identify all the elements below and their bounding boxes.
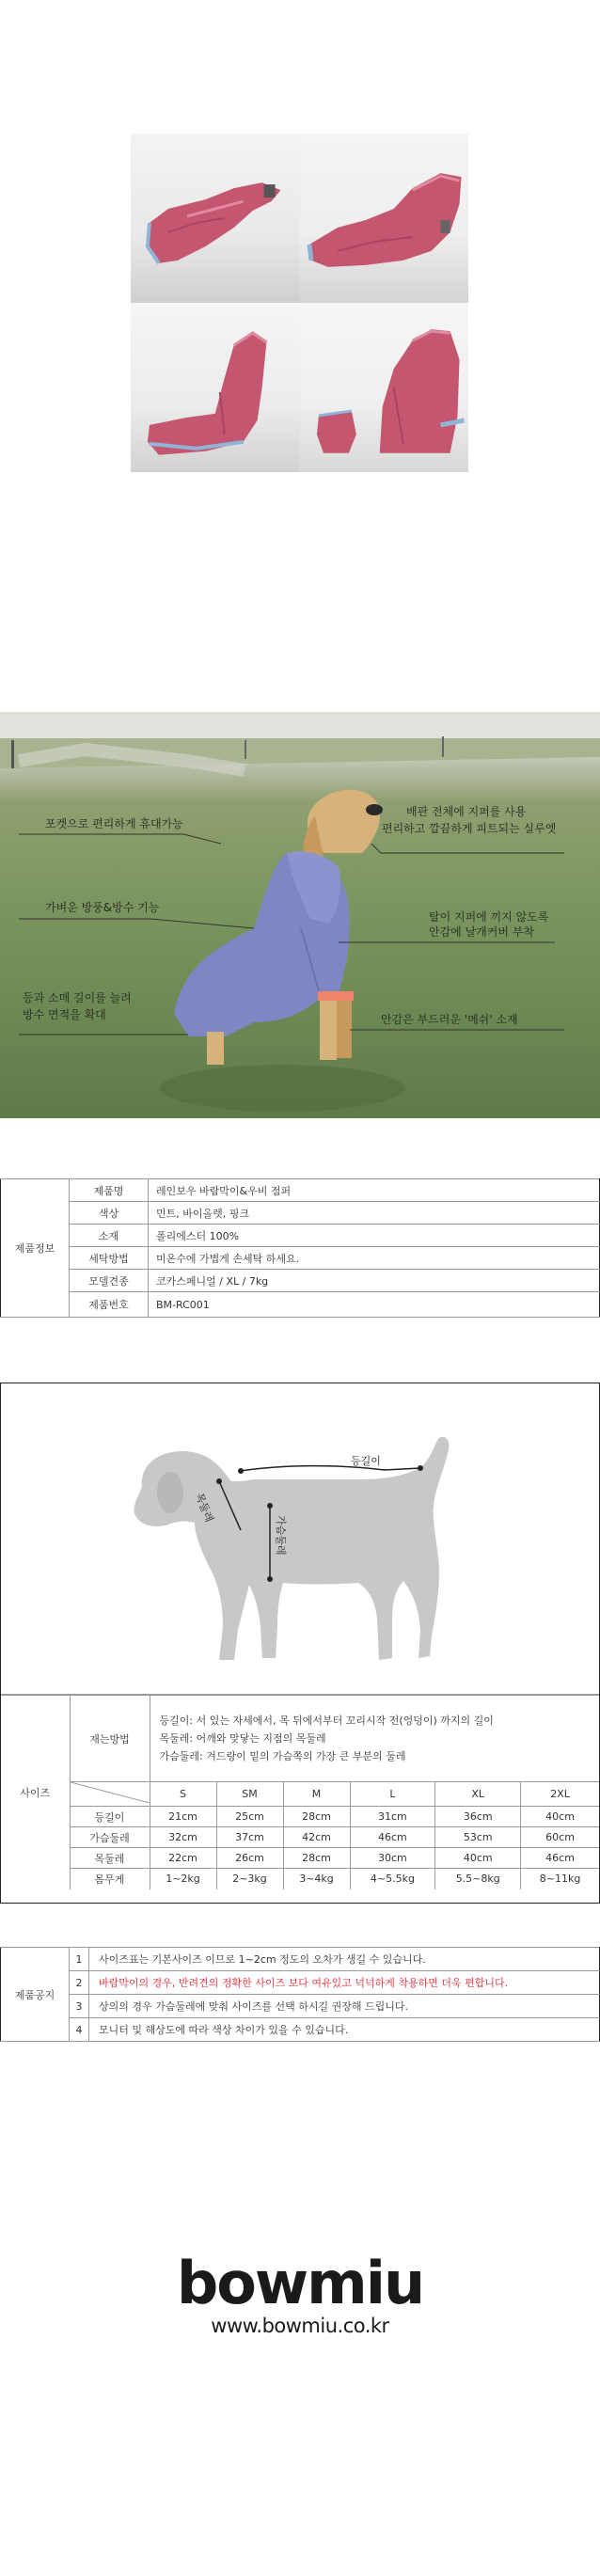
- callout-front-zipper-line1: 배판 전체에 지퍼를 사용: [406, 805, 527, 818]
- measure-method-text: [150, 1696, 599, 1782]
- material-label: 소재: [70, 1225, 149, 1247]
- table-cell: 31cm: [350, 1807, 435, 1827]
- table-cell: 21cm: [150, 1807, 216, 1827]
- product-name-label: 제품명: [70, 1179, 149, 1202]
- table-cell: 60cm: [521, 1827, 599, 1848]
- product-code-value: BM-RC001: [149, 1292, 600, 1318]
- dog-silhouette: [1, 1383, 599, 1695]
- product-photo-folded-2: [300, 134, 469, 303]
- neck-label: 목둘레: [193, 1491, 216, 1525]
- color-value: 민트, 바이올렛, 핑크: [149, 1202, 600, 1225]
- callout-pocket: 포켓으로 편리하게 휴대가능: [45, 817, 183, 830]
- table-row: [1, 1696, 599, 1782]
- callout-cover-line1: 탈이 지퍼에 끼지 않도록: [429, 910, 549, 924]
- table-cell: 25cm: [216, 1807, 283, 1827]
- callout-lightweight: 가벼운 방풍&방수 기능: [45, 901, 160, 914]
- callout-length-line2: 방수 면적을 확대: [23, 1008, 106, 1021]
- product-photo-folded-4: [300, 303, 469, 472]
- size-header: L: [350, 1782, 435, 1807]
- raincoat-pink-image: [131, 134, 300, 303]
- raincoat-pink-image: [300, 303, 469, 472]
- table-row: [1, 1292, 600, 1318]
- table-row: [1, 1848, 599, 1869]
- washing-label: 세탁방법: [70, 1247, 149, 1270]
- material-value: 폴리에스터 100%: [149, 1225, 600, 1247]
- table-cell: 30cm: [350, 1848, 435, 1869]
- callout-cover-line2: 안감에 날개커버 부착: [429, 925, 534, 939]
- diagonal-divider: [71, 1782, 150, 1803]
- size-header-row: [1, 1782, 599, 1807]
- table-row: [1, 1179, 600, 1202]
- table-cell: 40cm: [435, 1848, 521, 1869]
- table-cell: 36cm: [435, 1807, 521, 1827]
- chest-row-label: 가슴둘레: [70, 1827, 150, 1848]
- callout-length-line1: 등과 소매 길이를 늘려: [23, 991, 132, 1004]
- size-section-label: 사이즈: [1, 1696, 70, 1889]
- table-cell: 4~5.5kg: [350, 1869, 435, 1889]
- table-cell: 22cm: [150, 1848, 216, 1869]
- table-cell: 37cm: [216, 1827, 283, 1848]
- product-photo-folded-3: [131, 303, 300, 472]
- table-cell: 5.5~8kg: [435, 1869, 521, 1889]
- table-cell: 26cm: [216, 1848, 283, 1869]
- chest-label: 가슴둘레: [275, 1515, 287, 1556]
- back-length-label: 등길이: [351, 1455, 381, 1467]
- callout-lining: 안감은 부드러운 '메쉬' 소재: [381, 1013, 518, 1026]
- brand-logo: [0, 2249, 600, 2337]
- product-name-value: 레인보우 바람막이&우비 점퍼: [149, 1179, 600, 1202]
- table-row: [1, 1827, 599, 1848]
- size-header: M: [283, 1782, 350, 1807]
- measure-method-line: 가슴둘레: 겨드랑이 밑의 가슴쪽의 가장 큰 부분의 둘레: [159, 1750, 406, 1762]
- table-cell: 42cm: [283, 1827, 350, 1848]
- size-header: SM: [216, 1782, 283, 1807]
- notice-number: 4: [70, 2018, 89, 2042]
- dog-measurement-diagram: [1, 1383, 599, 1695]
- product-info-table: [0, 1178, 600, 1318]
- table-cell: 46cm: [350, 1827, 435, 1848]
- table-row: [1, 1247, 600, 1270]
- notice-number: 3: [70, 1995, 89, 2018]
- notice-number: 2: [70, 1971, 89, 1995]
- model-breed-value: 코카스페니얼 / XL / 7kg: [149, 1270, 600, 1292]
- table-row: [1, 1225, 600, 1247]
- table-cell: 32cm: [150, 1827, 216, 1848]
- product-photo-folded-1: [131, 134, 300, 303]
- color-label: 색상: [70, 1202, 149, 1225]
- notice-text-highlight: 바람막이의 경우, 반려견의 정확한 사이즈 보다 여유있고 넉넉하게 착용하면 더욱 편합니다.: [89, 1971, 600, 1995]
- notice-text: 사이즈표는 기본사이즈 이므로 1~2cm 정도의 오차가 생길 수 있습니다.: [89, 1948, 600, 1971]
- table-row: [1, 1971, 600, 1995]
- measure-method-line: 등길이: 서 있는 자세에서, 목 뒤에서부터 꼬리시작 전(엉덩이) 까지의 길이: [159, 1715, 494, 1727]
- measure-method-line: 목둘레: 어깨와 맞닿는 지점의 목둘레: [159, 1732, 326, 1745]
- size-guide: [0, 1383, 600, 1904]
- washing-value: 미온수에 가볍게 손세탁 하세요.: [149, 1247, 600, 1270]
- table-row: [1, 1995, 600, 2018]
- back-length-row-label: 등길이: [70, 1807, 150, 1827]
- table-cell: 53cm: [435, 1827, 521, 1848]
- notice-text: 상의의 경우 가슴둘레에 맞춰 사이즈를 선택 하시길 권장해 드립니다.: [89, 1995, 600, 2018]
- table-row: [1, 1202, 600, 1225]
- measure-method-label: 재는방법: [70, 1696, 150, 1782]
- model-dog-photo: [0, 712, 600, 1118]
- size-header: S: [150, 1782, 216, 1807]
- raincoat-pink-image: [131, 303, 300, 472]
- model-breed-label: 모델견종: [70, 1270, 149, 1292]
- table-row: [1, 1270, 600, 1292]
- size-header: XL: [435, 1782, 521, 1807]
- table-row: [1, 1948, 600, 1971]
- product-notice-table: [0, 1947, 600, 2042]
- raincoat-pink-image: [300, 134, 469, 303]
- brand-url[interactable]: www.bowmiu.co.kr: [211, 2315, 389, 2337]
- table-row: [1, 1869, 599, 1889]
- neck-row-label: 목둘레: [70, 1848, 150, 1869]
- product-photo-grid: [131, 134, 468, 472]
- notice-number: 1: [70, 1948, 89, 1971]
- table-cell: 2~3kg: [216, 1869, 283, 1889]
- table-cell: 1~2kg: [150, 1869, 216, 1889]
- product-info-section-label: 제품정보: [1, 1179, 70, 1318]
- size-table: [1, 1695, 599, 1889]
- table-row: [1, 2018, 600, 2042]
- callout-front-zipper-line2: 편리하고 깔끔하게 피트되는 실루엣: [382, 822, 557, 835]
- size-header: 2XL: [521, 1782, 599, 1807]
- product-code-label: 제품번호: [70, 1292, 149, 1318]
- notice-section-label: 제품공지: [1, 1948, 70, 2042]
- table-row: [1, 1807, 599, 1827]
- table-cell: 46cm: [521, 1848, 599, 1869]
- table-cell: 28cm: [283, 1848, 350, 1869]
- size-header-corner: [70, 1782, 150, 1807]
- notice-text: 모니터 및 해상도에 따라 색상 차이가 있을 수 있습니다.: [89, 2018, 600, 2042]
- weight-row-label: 몸무게: [70, 1869, 150, 1889]
- table-cell: 3~4kg: [283, 1869, 350, 1889]
- table-cell: 28cm: [283, 1807, 350, 1827]
- table-cell: 40cm: [521, 1807, 599, 1827]
- brand-name: bowmiu: [176, 2249, 424, 2317]
- table-cell: 8~11kg: [521, 1869, 599, 1889]
